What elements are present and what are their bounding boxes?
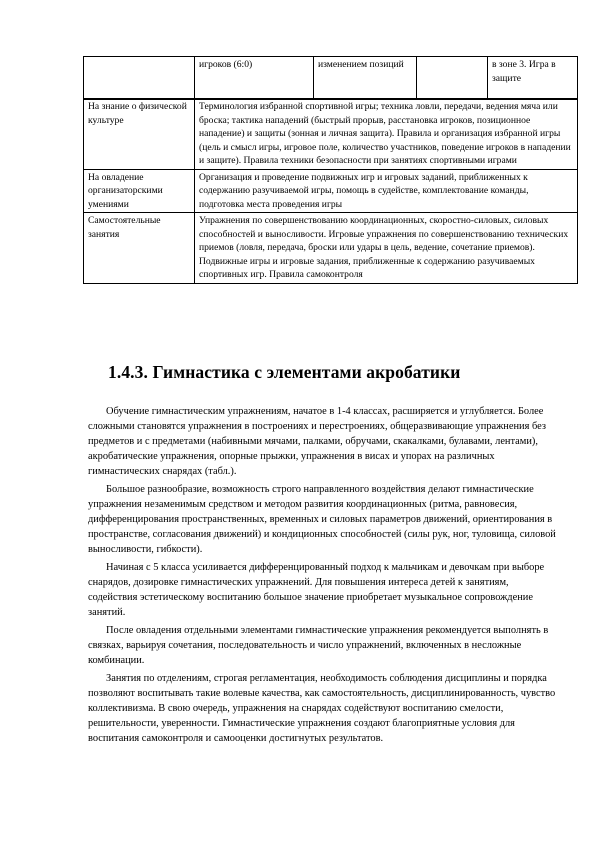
table-cell (84, 57, 195, 100)
row-label: Самостоятельные занятия (84, 213, 195, 284)
paragraph: Обучение гимнастическим упражнениям, начатое в 1-4 классах, расширяется и углубляется. Более сложными становятся упражнения в построениях и перестроениях, общеразвивающие упражнения без предметов и с предметами (набивными мячами, палками, обручами, скакалками, булавами, лентами), акробатические упражнения, опорные прыжки, упражнения в висах и упорах на различных гимнастических снарядах (табл.). (88, 406, 546, 477)
table-row (84, 169, 578, 213)
paragraph: Начиная с 5 класса усиливается дифференцированный подход к мальчикам и девочкам при выборе снарядов, дозировке гимнастических упражнений. Для повышения интереса детей к занятиям, содействия эстетическому воспитанию большое значение приобретает музыкальное сопровождение занятий. (88, 562, 545, 618)
table-row (84, 57, 578, 100)
row-content: Организация и проведение подвижных игр и игровых заданий, приближенных к содержанию разучиваемой игры, помощь в судействе, комплектование команды, подготовка места проведения игры (195, 169, 578, 213)
paragraph: После овладения отдельными элементами гимнастические упражнения рекомендуется выполнять в связках, варьируя сочетания, последовательность и число упражнений, включенных в несложные комбинации. (88, 625, 549, 666)
paragraph: Большое разнообразие, возможность строго направленного воздействия делают гимнастические упражнения незаменимым средством и методом развития координационных (ритма, равновесия, дифференцирования пространственных, временных и силовых параметров движений, ориентирования в пространстве, согласования движений) и кондиционных способностей (силы рук, ног, туловища, силовой выносливости, гибкости). (88, 484, 556, 555)
section-heading: 1.4.3. Гимнастика с элементами акробатики (108, 362, 461, 382)
row-content: Упражнения по совершенствованию координационных, скоростно-силовых, силовых способностей и выносливости. Игровые упражнения по совершенствованию технических приемов (ловля, передача, броски или удары в цель, ведение, сочетание приемов). Подвижные игры и игровые задания, приближенные к содержанию разучиваемых спортивных игр. Правила самоконтроля (195, 213, 578, 284)
section-body (88, 404, 560, 749)
table-cell: изменением позиций (314, 57, 417, 100)
table-cell: игроков (6:0) (195, 57, 314, 100)
table-cell (417, 57, 488, 100)
table-cell: в зоне 3. Игра в защите (488, 57, 578, 100)
row-content: Терминология избранной спортивной игры; техника ловли, передачи, ведения мяча или броска; тактика нападений (быстрый прорыв, расстановка игроков, позиционное нападение) и защиты (зонная и личная защита). Правила и организация избранной игры (цель и смысл игры, игровое поле, количество участников, поведение игроков в нападении и защите). Правила техники безопасности при занятиях спортивными играми (195, 99, 578, 170)
row-label: На знание о физической культуре (84, 99, 195, 170)
continuation-table (83, 56, 578, 100)
row-label: На овладение организаторскими умениями (84, 169, 195, 213)
table-row (84, 213, 578, 284)
paragraph: Занятия по отделениям, строгая регламентация, необходимость соблюдения дисциплины и порядка позволяют воспитывать такие волевые качества, как самостоятельность, дисциплинированность, чувство коллективизма. В свою очередь, упражнения на снарядах содействуют воспитанию смелости, решительности, уверенности. Гимнастические упражнения создают благоприятные условия для воспитания самоконтроля и самооценки достигнутых результатов. (88, 673, 556, 744)
table-row (84, 99, 578, 170)
requirements-table (83, 98, 578, 284)
